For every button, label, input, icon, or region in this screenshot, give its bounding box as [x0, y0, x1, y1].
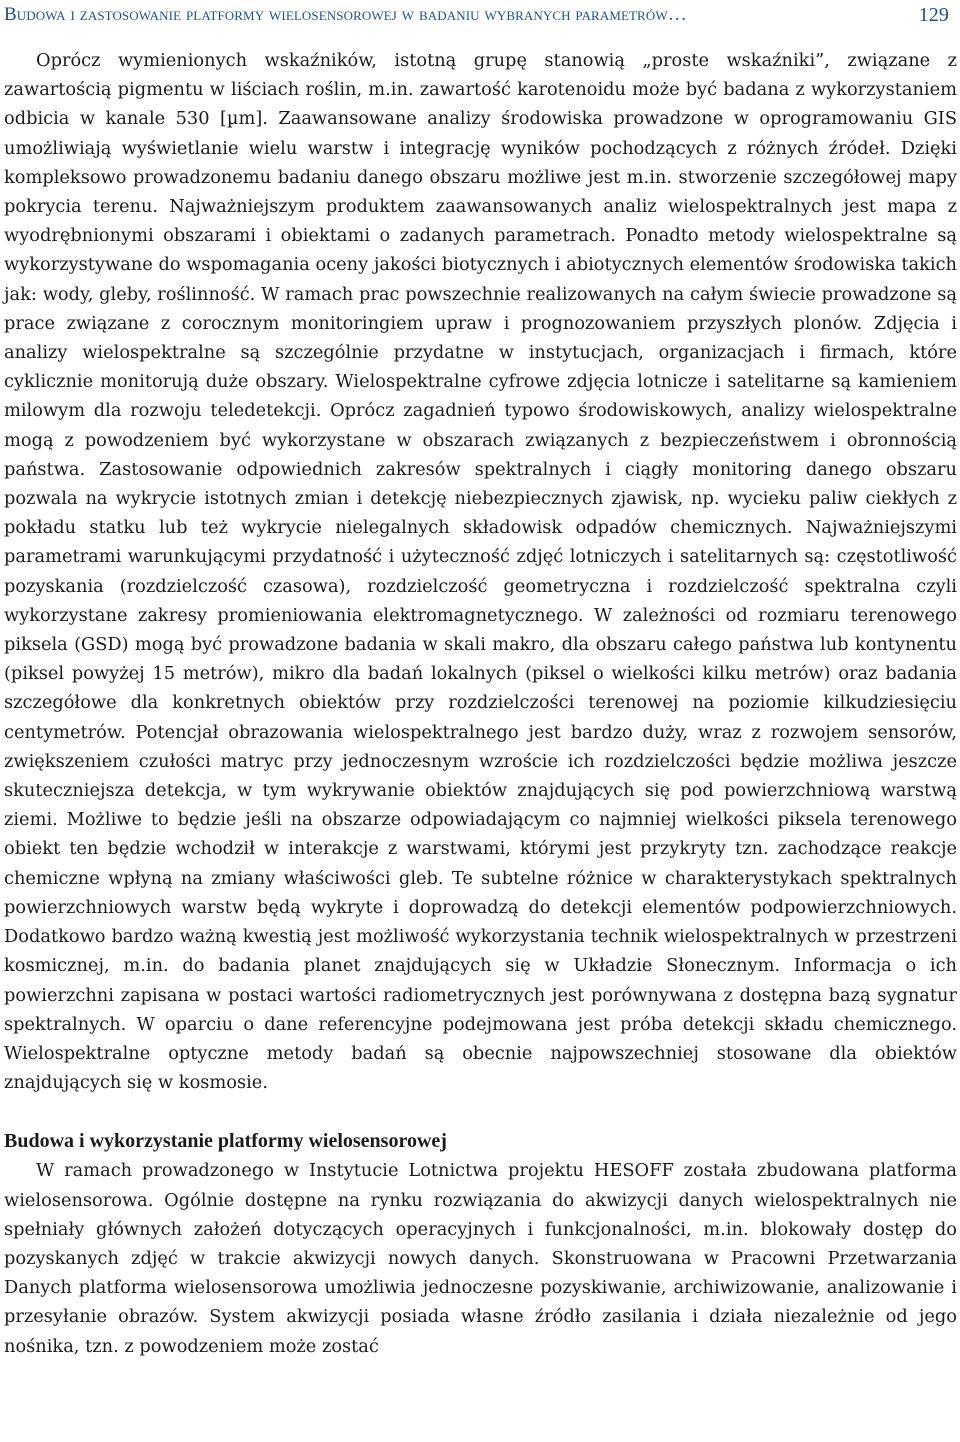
main-body-text — [4, 46, 957, 1097]
running-header-title: Budowa i zastosowanie platformy wielosensorowej w badaniu wybranych parametrów… — [4, 4, 687, 25]
section-heading: Budowa i wykorzystanie platformy wielosensorowej — [4, 1130, 447, 1153]
section-body-text — [4, 1156, 957, 1360]
page-number: 129 — [918, 3, 949, 26]
body-paragraph: Oprócz wymienionych wskaźników, istotną grupę stanowią „proste wskaźniki”, związane z zawartością pigmentu w liściach roślin, m.in. zawartość karotenoidu może być badana z wykorzystaniem odbicia w kanale 530 [µm]. Zaawansowane analizy środowiska prowadzone w oprogramowaniu GIS umożliwiają wyświetlanie wielu warstw i integrację wyników pochodzących z różnych źródeł. Dzięki kompleksowo prowadzonemu badaniu danego obszaru możliwe jest m.in. stworzenie szczegółowej mapy pokrycia terenu. Najważniejszym produktem zaawansowanych analiz wielospektralnych jest mapa z wyodrębnionymi obszarami i obiektami o zadanych parametrach. Ponadto metody wielospektralne są wykorzystywane do wspomagania oceny jakości biotycznych i abiotycznych elementów środowiska takich jak: wody, gleby, roślinność. W ramach prac powszechnie realizowanych na całym świecie prowadzone są prace związane z corocznym monitoringiem upraw i prognozowaniem przyszłych plonów. Zdjęcia i analizy wielospektralne są szczególnie przydatne w instytucjach, organizacjach i firmach, które cyklicznie monitorują duże obszary. Wielospektralne cyfrowe zdjęcia lotnicze i satelitarne są kamieniem milowym dla rozwoju teledetekcji. Oprócz zagadnień typowo środowiskowych, analizy wielospektralne mogą z powodzeniem być wykorzystane w obszarach związanych z bezpieczeństwem i obronnością państwa. Zastosowanie odpowiednich zakresów spektralnych i ciągły monitoring danego obszaru pozwala na wykrycie istotnych zmian i detekcję niebezpiecznych zjawisk, np. wycieku paliw ciekłych z pokładu statku lub też wykrycie nielegalnych składowisk odpadów chemicznych. Najważniejszymi parametrami warunkującymi przydatność i użyteczność zdjęć lotniczych i satelitarnych są: częstotliwość pozyskania (rozdzielczość czasowa), rozdzielczość geometryczna i rozdzielczość spektralna czyli wykorzystane zakresy promieniowania elektromagnetycznego. W zależności od rozmiaru terenowego piksela (GSD) mogą być prowadzone badania w skali makro, dla obszaru całego państwa lub kontynentu (piksel powyżej 15 metrów), mikro dla badań lokalnych (piksel o wielkości kilku metrów) oraz badania szczegółowe dla konkretnych obiektów przy rozdzielczości terenowej na poziomie kilkudziesięciu centymetrów. Potencjał obrazowania wielospektralnego jest bardzo duży, wraz z rozwojem sensorów, zwiększeniem czułości matryc przy jednoczesnym wzroście ich rozdzielczości będzie możliwa jeszcze skuteczniejsza detekcja, w tym wykrywanie obiektów znajdujących się pod powierzchniową warstwą ziemi. Możliwe to będzie jeśli na obszarze odpowiadającym co najmniej wielkości piksela terenowego obiekt ten będzie wchodził w interakcje z warstwami, którymi jest przykryty tzn. zachodzące reakcje chemiczne wpłyną na zmiany właściwości gleb. Te subtelne różnice w charakterystykach spektralnych powierzchniowych warstw będą wykryte i doprowadzą do detekcji elementów podpowierzchniowych. Dodatkowo bardzo ważną kwestią jest możliwość wykorzystania technik wielospektralnych w przestrzeni kosmicznej, m.in. do badania planet znajdujących się w Układzie Słonecznym. Informacja o ich powierzchni zapisana w postaci wartości radiometrycznych jest porównywana z dostępna bazą sygnatur spektralnych. W oparciu o dane referencyjne podejmowana jest próba detekcji składu chemicznego. Wielospektralne optyczne metody badań są obecnie najpowszechniej stosowane dla obiektów znajdujących się w kosmosie. — [4, 50, 957, 1094]
section-paragraph: W ramach prowadzonego w Instytucie Lotnictwa projektu HESOFF została zbudowana platforma wielosensorowa. Ogólnie dostępne na rynku rozwiązania do akwizycji danych wielospektralnych nie spełniały głównych założeń dotyczących operacyjnych i funkcjonalności, m.in. blokowały dostęp do pozyskanych zdjęć w trakcie akwizycji nowych danych. Skonstruowana w Pracowni Przetwarzania Danych platforma wielosensorowa umożliwia jednoczesne pozyskiwanie, archiwizowanie, analizowanie i przesyłanie obrazów. System akwizycji posiada własne źródło zasilania i działa niezależnie od jego nośnika, tzn. z powodzeniem może zostać — [4, 1160, 957, 1357]
running-header — [4, 0, 957, 30]
